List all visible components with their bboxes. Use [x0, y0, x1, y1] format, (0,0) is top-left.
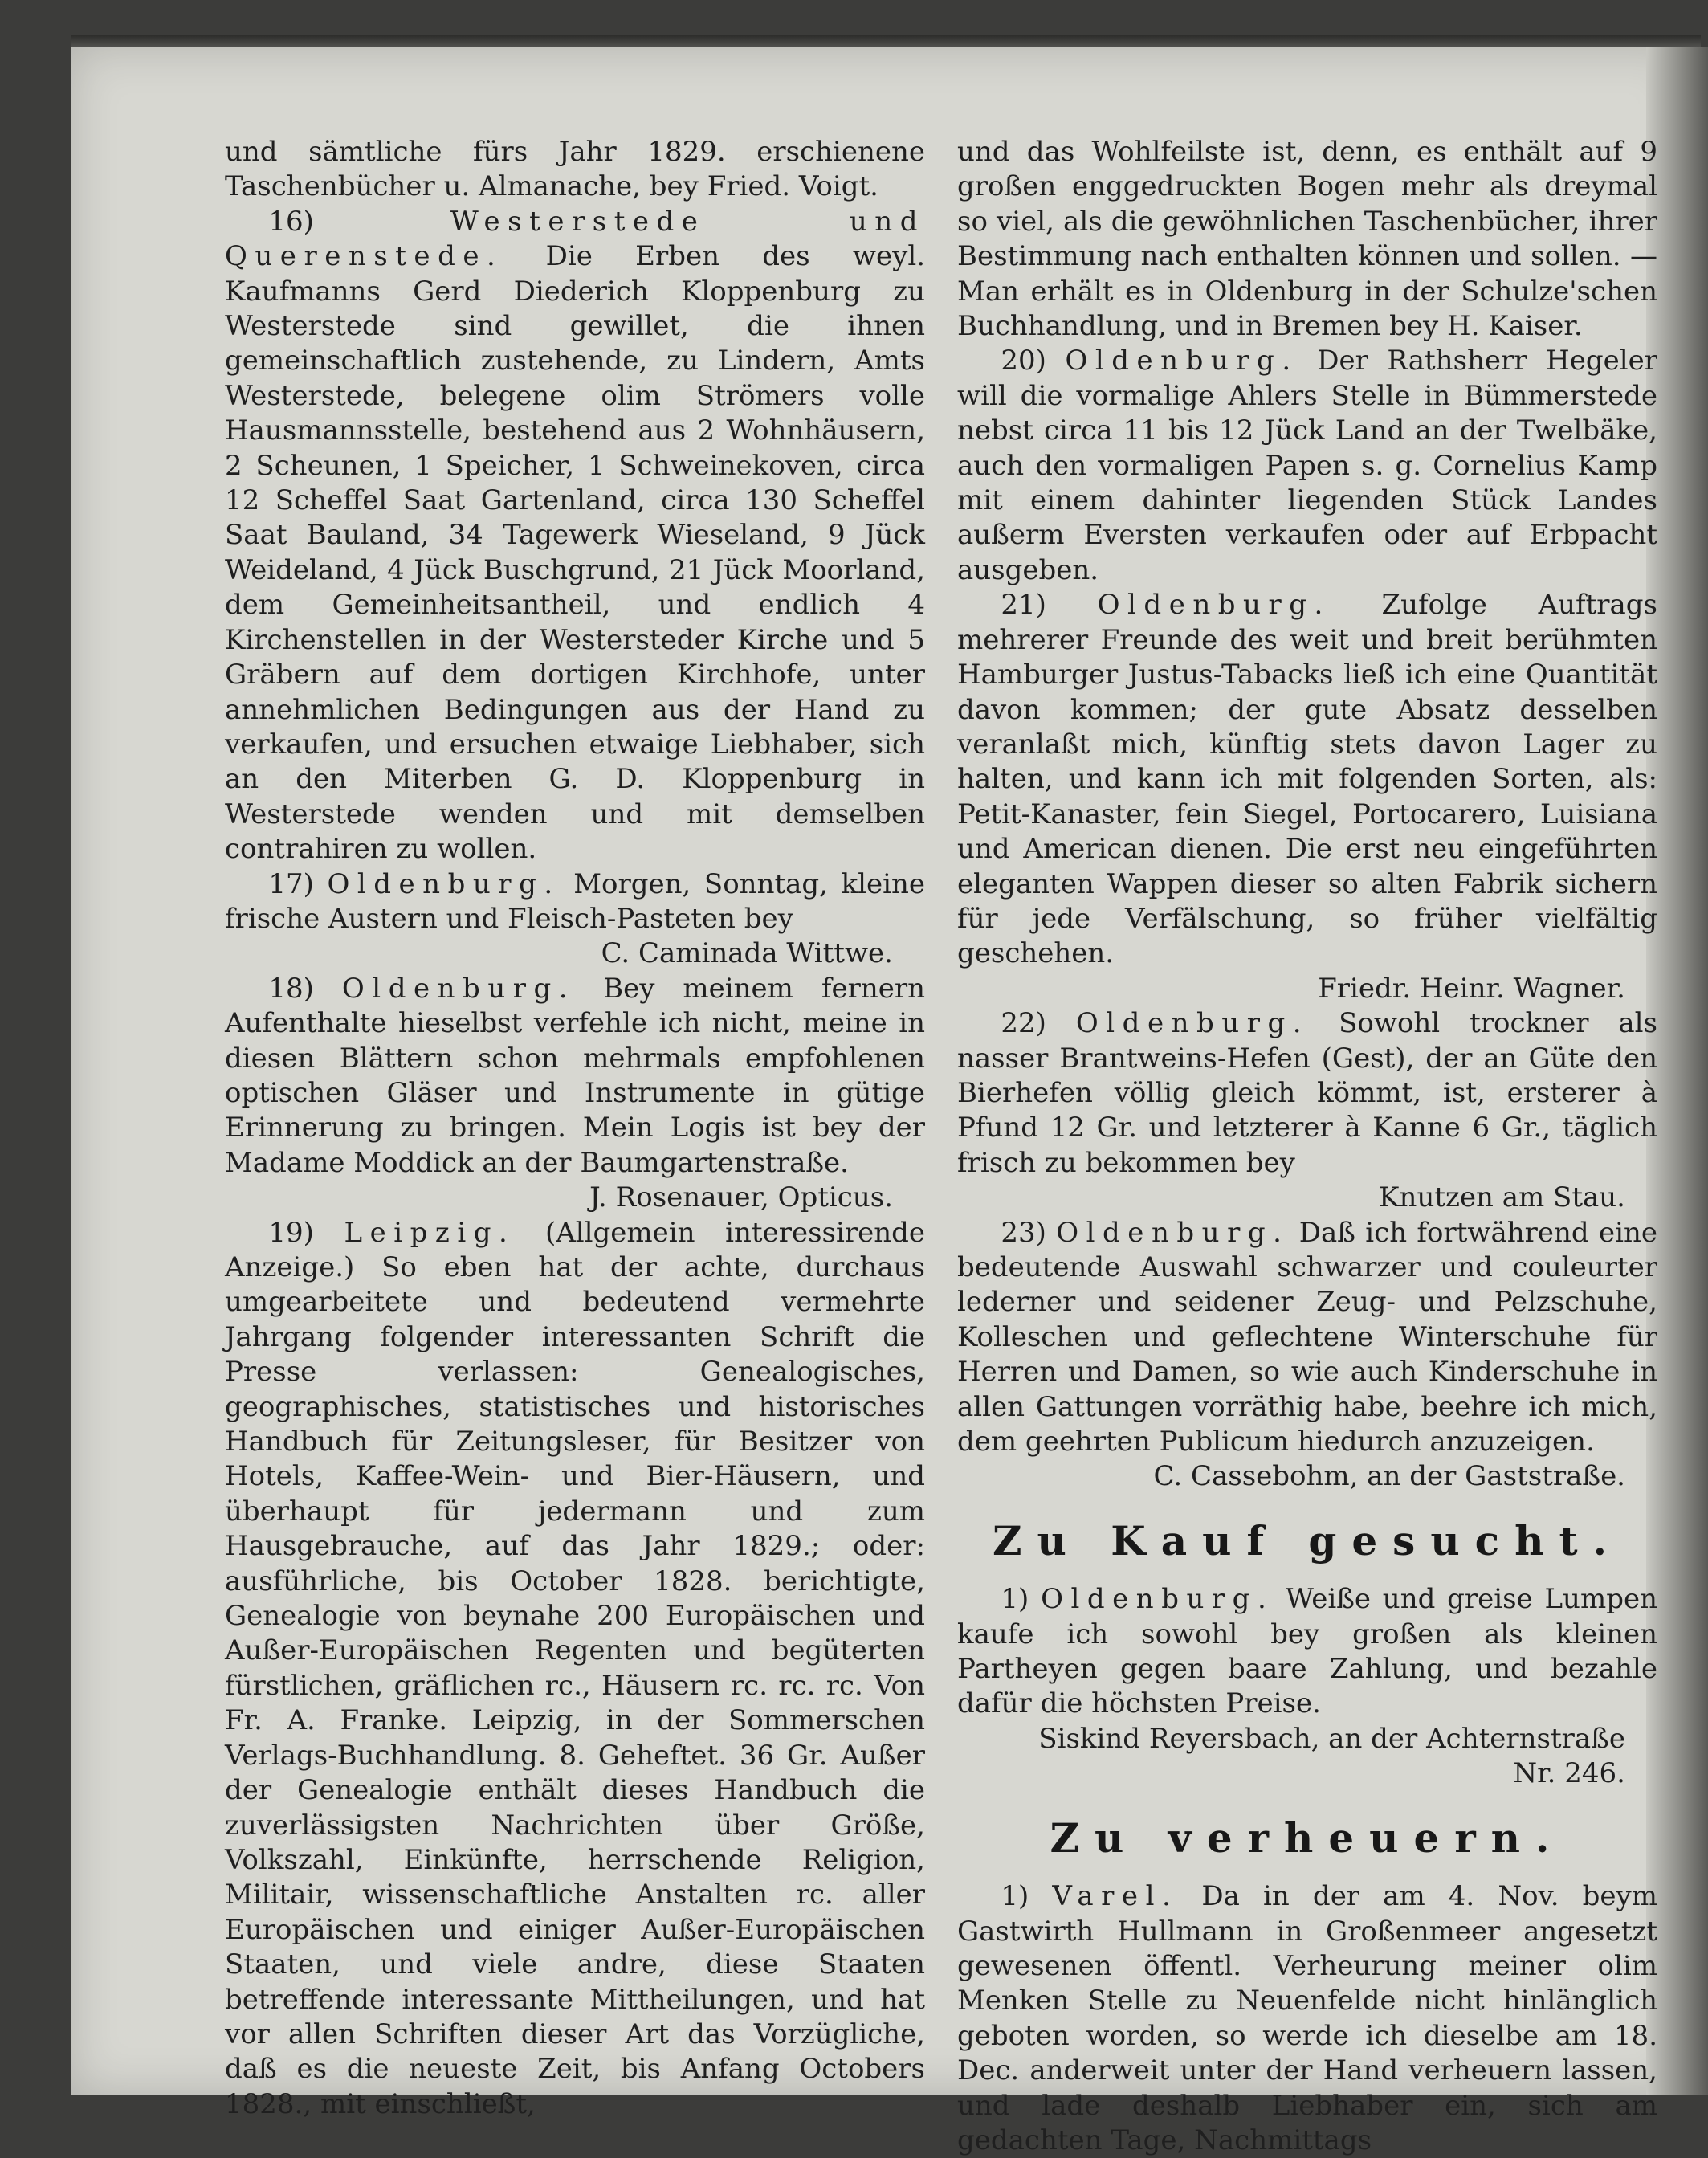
- right-column: [957, 135, 1657, 2158]
- notice-signature: Knutzen am Stau.: [1379, 1181, 1625, 1214]
- notice-number: 22): [1001, 1007, 1046, 1040]
- notice-signature: C. Caminada Wittwe.: [601, 937, 893, 970]
- notice-text: Weiße und greise Lumpen kaufe ich sowohl bey großen als kleinen Partheyen gegen baare Zahlung, und bezahle dafür die höchsten Preise.: [957, 1583, 1657, 1720]
- intro-paragraph: [225, 135, 925, 205]
- notice-17: [225, 867, 925, 937]
- notice-number: 20): [1001, 345, 1046, 377]
- notice-text: Daß ich fortwährend eine bedeutende Auswahl schwarzer und couleurter lederner und seidener Zeug- und Pelzschuhe, Kolleschen und geflechtene Winterschuhe für Herren und Damen, so wie auch Kinderschuhe in allen Gattungen vorräthig habe, beehre ich mich, dem geehrten Publicum hiedurch anzuzeigen.: [957, 1216, 1658, 1458]
- left-column: [225, 135, 925, 2122]
- notice-text: Da in der am 4. Nov. beym Gastwirth Hullmann in Großenmeer angesetzt gewesenen öffentl. Verheurung meiner olim Menken Stelle zu Neuenfelde nicht hinlänglich geboten worden, so werde ich dieselbe am 18. Dec. anderweit unter der Hand verheuern lassen, und lade deshalb Liebhaber ein, sich am gedachten Tage, Nachmittags: [957, 1880, 1657, 2156]
- section-heading-kauf: Zu Kauf gesucht.: [993, 1516, 1622, 1564]
- notice-place: Oldenburg.: [1075, 1007, 1310, 1040]
- notice-place: Westerstede und Querenstede.: [225, 205, 925, 273]
- notice-number: 23): [1001, 1216, 1046, 1249]
- notice-signature: J. Rosenauer, Opticus.: [589, 1181, 893, 1214]
- heuer-notice-1: [957, 1879, 1657, 2158]
- notice-number: 21): [1001, 589, 1046, 622]
- continuation-paragraph: und das Wohlfeilste ist, denn, es enthält auf 9 großen enggedruckten Bogen mehr als dreymal so viel, als die gewöhnlichen Taschenbücher, ihrer Bestimmung nach enthalten können und sollen. — Man erhält es in Oldenburg in der Schulze'schen Buchhandlung, und in Bremen bey H. Kaiser.: [957, 136, 1657, 343]
- notice-place: Oldenburg.: [1097, 589, 1331, 622]
- notice-place: Oldenburg.: [341, 972, 576, 1005]
- notice-number: 19): [268, 1216, 314, 1249]
- notice-text: Morgen, Sonntag, kleine frische Austern und Fleisch-Pasteten bey: [225, 867, 925, 935]
- notice-place: Oldenburg.: [1041, 1583, 1274, 1616]
- notice-signature: Siskind Reyersbach, an der Achternstraße Nr. 246.: [1038, 1722, 1625, 1790]
- notice-number: 17): [268, 867, 314, 900]
- notice-place: Oldenburg.: [1065, 345, 1298, 377]
- notice-text: Die Erben des weyl. Kaufmanns Gerd Diederich Kloppenburg zu Westerstede sind gewillet, die ihnen gemeinschaftlich zustehende, zu Lindern, Amts Westerstede, belegene olim Strömers volle Hausmannsstelle, bestehend aus 2 Wohnhäusern, 2 Scheunen, 1 Speicher, 1 Schweinekoven, circa 12 Scheffel Saat Gartenland, circa 130 Scheffel Saat Bauland, 34 Tagewerk Wieseland, 9 Jück Weideland, 4 Jück Buschgrund, 21 Jück Moorland, dem Gemeinheitsantheil, und endlich 4 Kirchenstellen in der Westersteder Kirche und 5 Gräbern auf dem dortigen Kirchhofe, unter annehmlichen Bedingungen aus der Hand zu verkaufen, und ersuchen etwaige Liebhaber, sich an den Miterben G. D. Kloppenburg in Westerstede wenden und mit demselben contrahiren zu wollen.: [225, 240, 925, 866]
- notice-19: [225, 1216, 925, 2123]
- notice-18: [225, 972, 925, 1181]
- notice-number: 18): [268, 972, 314, 1005]
- notice-number: 1): [1001, 1880, 1029, 1913]
- notice-number: 16): [268, 205, 314, 238]
- notice-signature: C. Cassebohm, an der Gaststraße.: [1153, 1460, 1625, 1493]
- intro-text: und sämtliche fürs Jahr 1829. erschienene Taschenbücher u. Almanache, bey: [225, 136, 925, 203]
- notice-22: [957, 1006, 1657, 1181]
- notice-23: [957, 1216, 1657, 1460]
- intro-signature: Fried. Voigt.: [707, 170, 878, 203]
- notice-place: Oldenburg.: [1056, 1216, 1290, 1249]
- notice-20: [957, 344, 1657, 588]
- notice-place: Leipzig.: [344, 1216, 516, 1249]
- notice-text: Sowohl trockner als nasser Brantweins-Hefen (Gest), der an Güte den Bierhefen völlig gleich kömmt, ist, ersterer à Pfund 12 Gr. und letzterer à Kanne 6 Gr., täglich frisch zu bekommen bey: [957, 1007, 1657, 1179]
- notice-text: Der Rathsherr Hegeler will die vormalige Ahlers Stelle in Bümmerstede nebst circa 11 bis 12 Jück Land an der Twelbäke, auch den vormaligen Papen s. g. Cornelius Kamp mit einem dahinter liegenden Stück Landes außerm Eversten verkaufen oder auf Erbpacht ausgeben.: [957, 345, 1657, 586]
- notice-number: 1): [1001, 1583, 1029, 1616]
- notice-text: (Allgemein interessirende Anzeige.) So eben hat der achte, durchaus umgearbeitete und bedeutend vermehrte Jahrgang folgender interessanten Schrift die Presse verlassen: Genealogisches, geographisches, statistisches und historisches Handbuch für Zeitungsleser, für Besitzer von Hotels, Kaffee-Wein- und Bier-Häusern, und überhaupt für jedermann und zum Hausgebrauche, auf das Jahr 1829.; oder: ausführliche, bis October 1828. berichtigte, Genealogie von beynahe 200 Europäischen und Außer-Europäischen Regenten und begüterten fürstlichen, gräflichen rc., Häusern rc. rc. rc. Von Fr. A. Franke. Leipzig, in der Sommerschen Verlags-Buchhandlung. 8. Geheftet. 36 Gr. Außer der Genealogie enthält dieses Handbuch die zuverlässigsten Nachrichten über Größe, Volkszahl, Einkünfte, herrschende Religion, Militair, wissenschaftliche Anstalten rc. aller Europäischen und einiger Außer-Europäischen Staaten, und viele andre, diese Staaten betreffende interessante Mittheilungen, und hat vor allen Schriften dieser Art das Vorzügliche, daß es die neueste Zeit, bis Anfang Octobers 1828., mit einschließt,: [225, 1216, 925, 2120]
- notice-place: Oldenburg.: [327, 867, 561, 900]
- notice-text: Bey meinem fernern Aufenthalte hieselbst verfehle ich nicht, meine in diesen Blättern schon mehrmals empfohlenen optischen Gläser und Instrumente in gütige Erinnerung zu bringen. Mein Logis ist bey der Madame Moddick an der Baumgartenstraße.: [225, 972, 925, 1179]
- section-heading-verheuern: Zu verheuern.: [1050, 1813, 1565, 1862]
- notice-16: [225, 205, 925, 867]
- kauf-notice-1: [957, 1582, 1657, 1722]
- notice-text: Zufolge Auftrags mehrerer Freunde des weit und breit berühmten Hamburger Justus-Tabacks ließ ich eine Quantität davon kommen; der gute Absatz desselben veranlaßt mich, künftig stets davon Lager zu halten, und kann ich mit folgenden Sorten, als: Petit-Kanaster, fein Siegel, Portocarero, Luisiana und American dienen. Die erst neu eingeführten eleganten Wappen dieser so alten Fabrik sichern für jede Verfälschung, so früher vielfältig geschehen.: [957, 589, 1658, 970]
- notice-21: [957, 588, 1657, 971]
- notice-signature: Friedr. Heinr. Wagner.: [1318, 972, 1625, 1005]
- notice-place: Varel.: [1052, 1880, 1179, 1913]
